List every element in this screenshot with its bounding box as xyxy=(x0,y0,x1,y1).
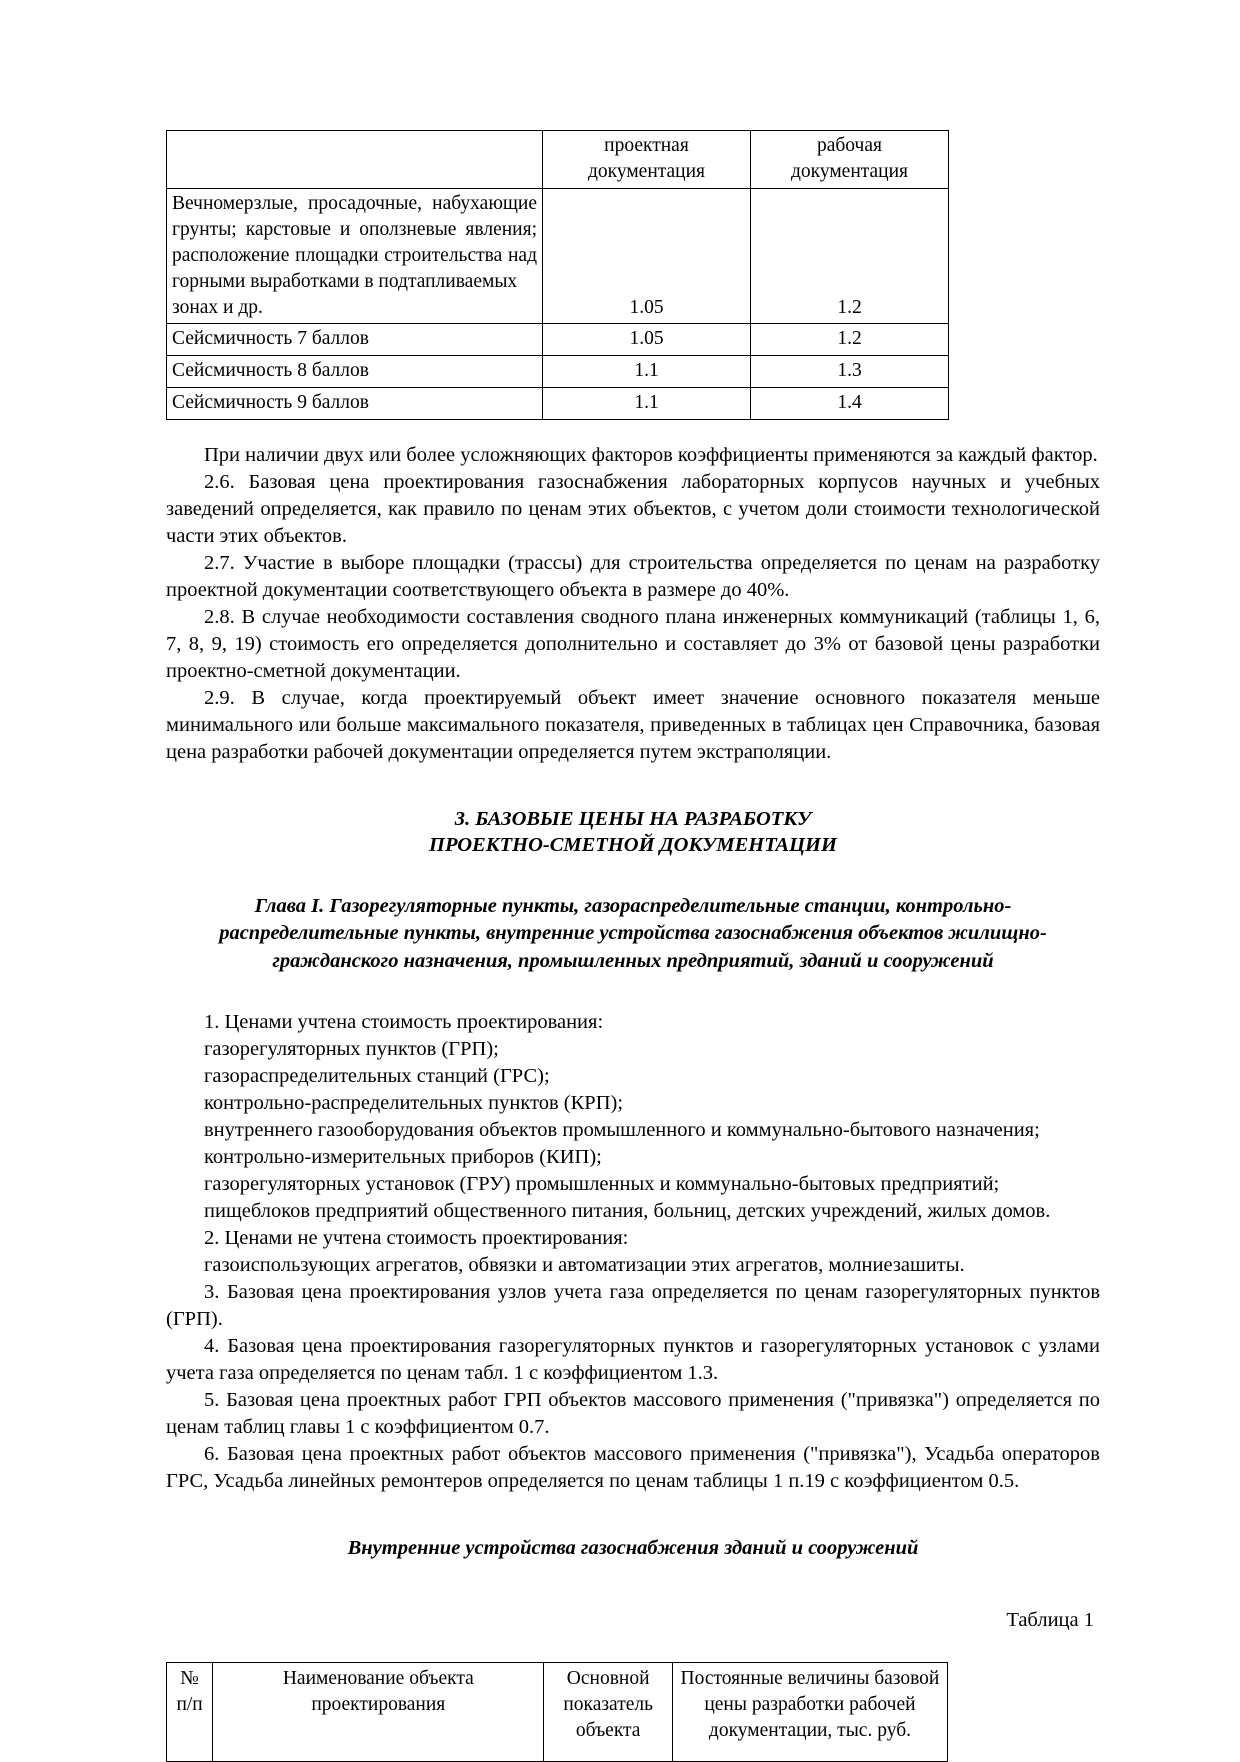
cell-description: Сейсмичность 8 баллов xyxy=(167,356,543,388)
coefficients-table xyxy=(166,130,949,420)
list-item-4: 4. Базовая цена проектирования газорегуляторных пунктов и газорегуляторных установок с узлами учета газа определяется по ценам табл. 1 с коэффициентом 1.3. xyxy=(166,1334,1100,1384)
header-indicator-line2: показатель xyxy=(563,1693,654,1715)
header-cell-main-indicator xyxy=(544,1663,672,1762)
header-cell-work-doc xyxy=(751,131,949,189)
header-work-doc-line1: рабочая xyxy=(816,135,882,156)
page-content xyxy=(166,130,1100,1762)
section-heading xyxy=(166,806,1100,859)
list-item-2-sub: газоиспользующих агрегатов, обвязки и автоматизации этих агрегатов, молниезашиты. xyxy=(204,1253,965,1276)
cell-project-doc-value: 1.1 xyxy=(543,356,751,388)
cell-project-doc-value: 1.05 xyxy=(543,188,751,324)
spacer xyxy=(166,975,1100,1009)
header-cell-base-price xyxy=(672,1663,947,1762)
list-item-1-sub-internal-equipment: внутреннего газооборудования объектов промышленного и коммунально-бытового назначения; xyxy=(204,1119,1040,1142)
cell-project-doc-value: 1.05 xyxy=(543,324,751,356)
description-line: Вечномерзлые, просадочные, набухающие xyxy=(172,192,537,214)
table-caption: Таблица 1 xyxy=(1006,1609,1094,1632)
spacer xyxy=(166,859,1100,893)
list-item-1-sub-grs: газораспределительных станций (ГРС); xyxy=(204,1065,550,1088)
spacer xyxy=(166,1632,1100,1662)
chapter-heading-line2: распределительные пункты, внутренние устройства газоснабжения объектов жилищно- xyxy=(219,922,1047,945)
header-indicator-line1: Основной xyxy=(566,1668,650,1690)
table-1-header-row xyxy=(167,1663,948,1762)
header-indicator-line3: объекта xyxy=(575,1719,641,1741)
list-item-5: 5. Базовая цена проектных работ ГРП объектов массового применения ("привязка") определяется по ценам таблиц главы 1 с коэффициентом 0.7. xyxy=(166,1388,1100,1438)
header-cell-object-name: Наименование объекта проектирования xyxy=(213,1663,544,1762)
paragraph-multiple-factors: При наличии двух или более усложняющих факторов коэффициенты применяются за каждый фактор. xyxy=(204,444,1098,467)
header-price-line1: Постоянные величины базовой xyxy=(680,1668,940,1690)
subsection-heading: Внутренние устройства газоснабжения зданий и сооружений xyxy=(347,1536,919,1559)
description-line: горными выработками в подтапливаемых xyxy=(172,270,518,292)
header-cell-description xyxy=(167,131,543,189)
cell-project-doc-value: 1.1 xyxy=(543,388,751,420)
table-row xyxy=(167,188,949,324)
table-row xyxy=(167,356,949,388)
list-item-3: 3. Базовая цена проектирования узлов учета газа определяется по ценам газорегуляторных пунктов (ГРП). xyxy=(166,1280,1100,1330)
spacer xyxy=(166,1495,1100,1535)
header-work-doc-line2: документация xyxy=(790,160,909,182)
header-cell-project-doc xyxy=(543,131,751,189)
cell-description: Сейсмичность 9 баллов xyxy=(167,388,543,420)
header-project-doc-line1: проектная xyxy=(604,135,689,156)
paragraph-2-6: 2.6. Базовая цена проектирования газоснабжения лабораторных корпусов научных и учебных заведений определяется, как правило по ценам этих объектов, с учетом доли стоимости технологической части этих объектов. xyxy=(166,471,1100,548)
chapter-heading-line1: Глава I. Газорегуляторные пункты, газораспределительные станции, контрольно- xyxy=(254,894,1012,917)
paragraph-2-8: 2.8. В случае необходимости составления сводного плана инженерных коммуникаций (таблицы 1, 6, 7, 8, 9, 19) стоимость его определяется дополнительно и составляет до 3% от базовой цены разработки проектно-сметной документации. xyxy=(166,605,1100,682)
section-heading-line2: ПРОЕКТНО-СМЕТНОЙ ДОКУМЕНТАЦИИ xyxy=(429,834,837,857)
spacer xyxy=(166,766,1100,806)
table-row xyxy=(167,324,949,356)
list-item-1-sub-grp: газорегуляторных пунктов (ГРП); xyxy=(204,1038,499,1061)
header-price-line3: документации, тыс. руб. xyxy=(708,1719,911,1741)
cell-description: Сейсмичность 7 баллов xyxy=(167,324,543,356)
list-item-1-sub-krp: контрольно-распределительных пунктов (КРП); xyxy=(204,1092,624,1115)
paragraph-2-9: 2.9. В случае, когда проектируемый объект имеет значение основного показателя меньше минимального или больше максимального показателя, приведенных в таблицах цен Справочника, базовая цена разработки рабочей документации определяется путем экстраполяции. xyxy=(166,686,1100,763)
list-item-1-sub-kip: контрольно-измерительных приборов (КИП); xyxy=(204,1146,602,1169)
description-line: расположение площадки строительства над xyxy=(172,244,537,266)
table-1 xyxy=(166,1662,948,1762)
description-line: зонах и др. xyxy=(172,296,263,318)
header-cell-number xyxy=(167,1663,213,1762)
spacer xyxy=(166,420,1100,442)
cell-work-doc-value: 1.2 xyxy=(751,324,949,356)
section-heading-line1: 3. БАЗОВЫЕ ЦЕНЫ НА РАЗРАБОТКУ xyxy=(454,807,812,830)
cell-work-doc-value: 1.3 xyxy=(751,356,949,388)
list-item-1-sub-food-units: пищеблоков предприятий общественного питания, больниц, детских учреждений, жилых домов. xyxy=(204,1200,1051,1223)
header-number-line1: № xyxy=(180,1668,199,1690)
cell-work-doc-value: 1.4 xyxy=(751,388,949,420)
list-item-1: 1. Ценами учтена стоимость проектирования: xyxy=(204,1011,604,1034)
list-item-1-sub-gru: газорегуляторных установок (ГРУ) промышленных и коммунально-бытовых предприятий; xyxy=(204,1173,1000,1196)
cell-description xyxy=(167,188,543,324)
chapter-heading-line3: гражданского назначения, промышленных предприятий, зданий и сооружений xyxy=(272,949,994,972)
table-row xyxy=(167,388,949,420)
table-header-row xyxy=(167,131,949,189)
header-price-line2: цены разработки рабочей xyxy=(704,1693,916,1715)
cell-work-doc-value: 1.2 xyxy=(751,188,949,324)
spacer xyxy=(166,1561,1100,1609)
list-item-6: 6. Базовая цена проектных работ объектов массового применения ("привязка"), Усадьба операторов ГРС, Усадьба линейных ремонтеров определяется по ценам таблицы 1 п.19 с коэффициентом 0.5. xyxy=(166,1442,1100,1492)
header-number-line2: п/п xyxy=(176,1693,203,1715)
chapter-heading xyxy=(166,893,1100,975)
header-project-doc-line2: документация xyxy=(587,160,706,182)
list-item-2: 2. Ценами не учтена стоимость проектирования: xyxy=(204,1226,629,1249)
paragraph-2-7: 2.7. Участие в выборе площадки (трассы) для строительства определяется по ценам на разработку проектной документации соответствующего объекта в размере до 40%. xyxy=(166,552,1100,601)
description-line: грунты; карстовые и оползневые явления; xyxy=(172,218,537,240)
